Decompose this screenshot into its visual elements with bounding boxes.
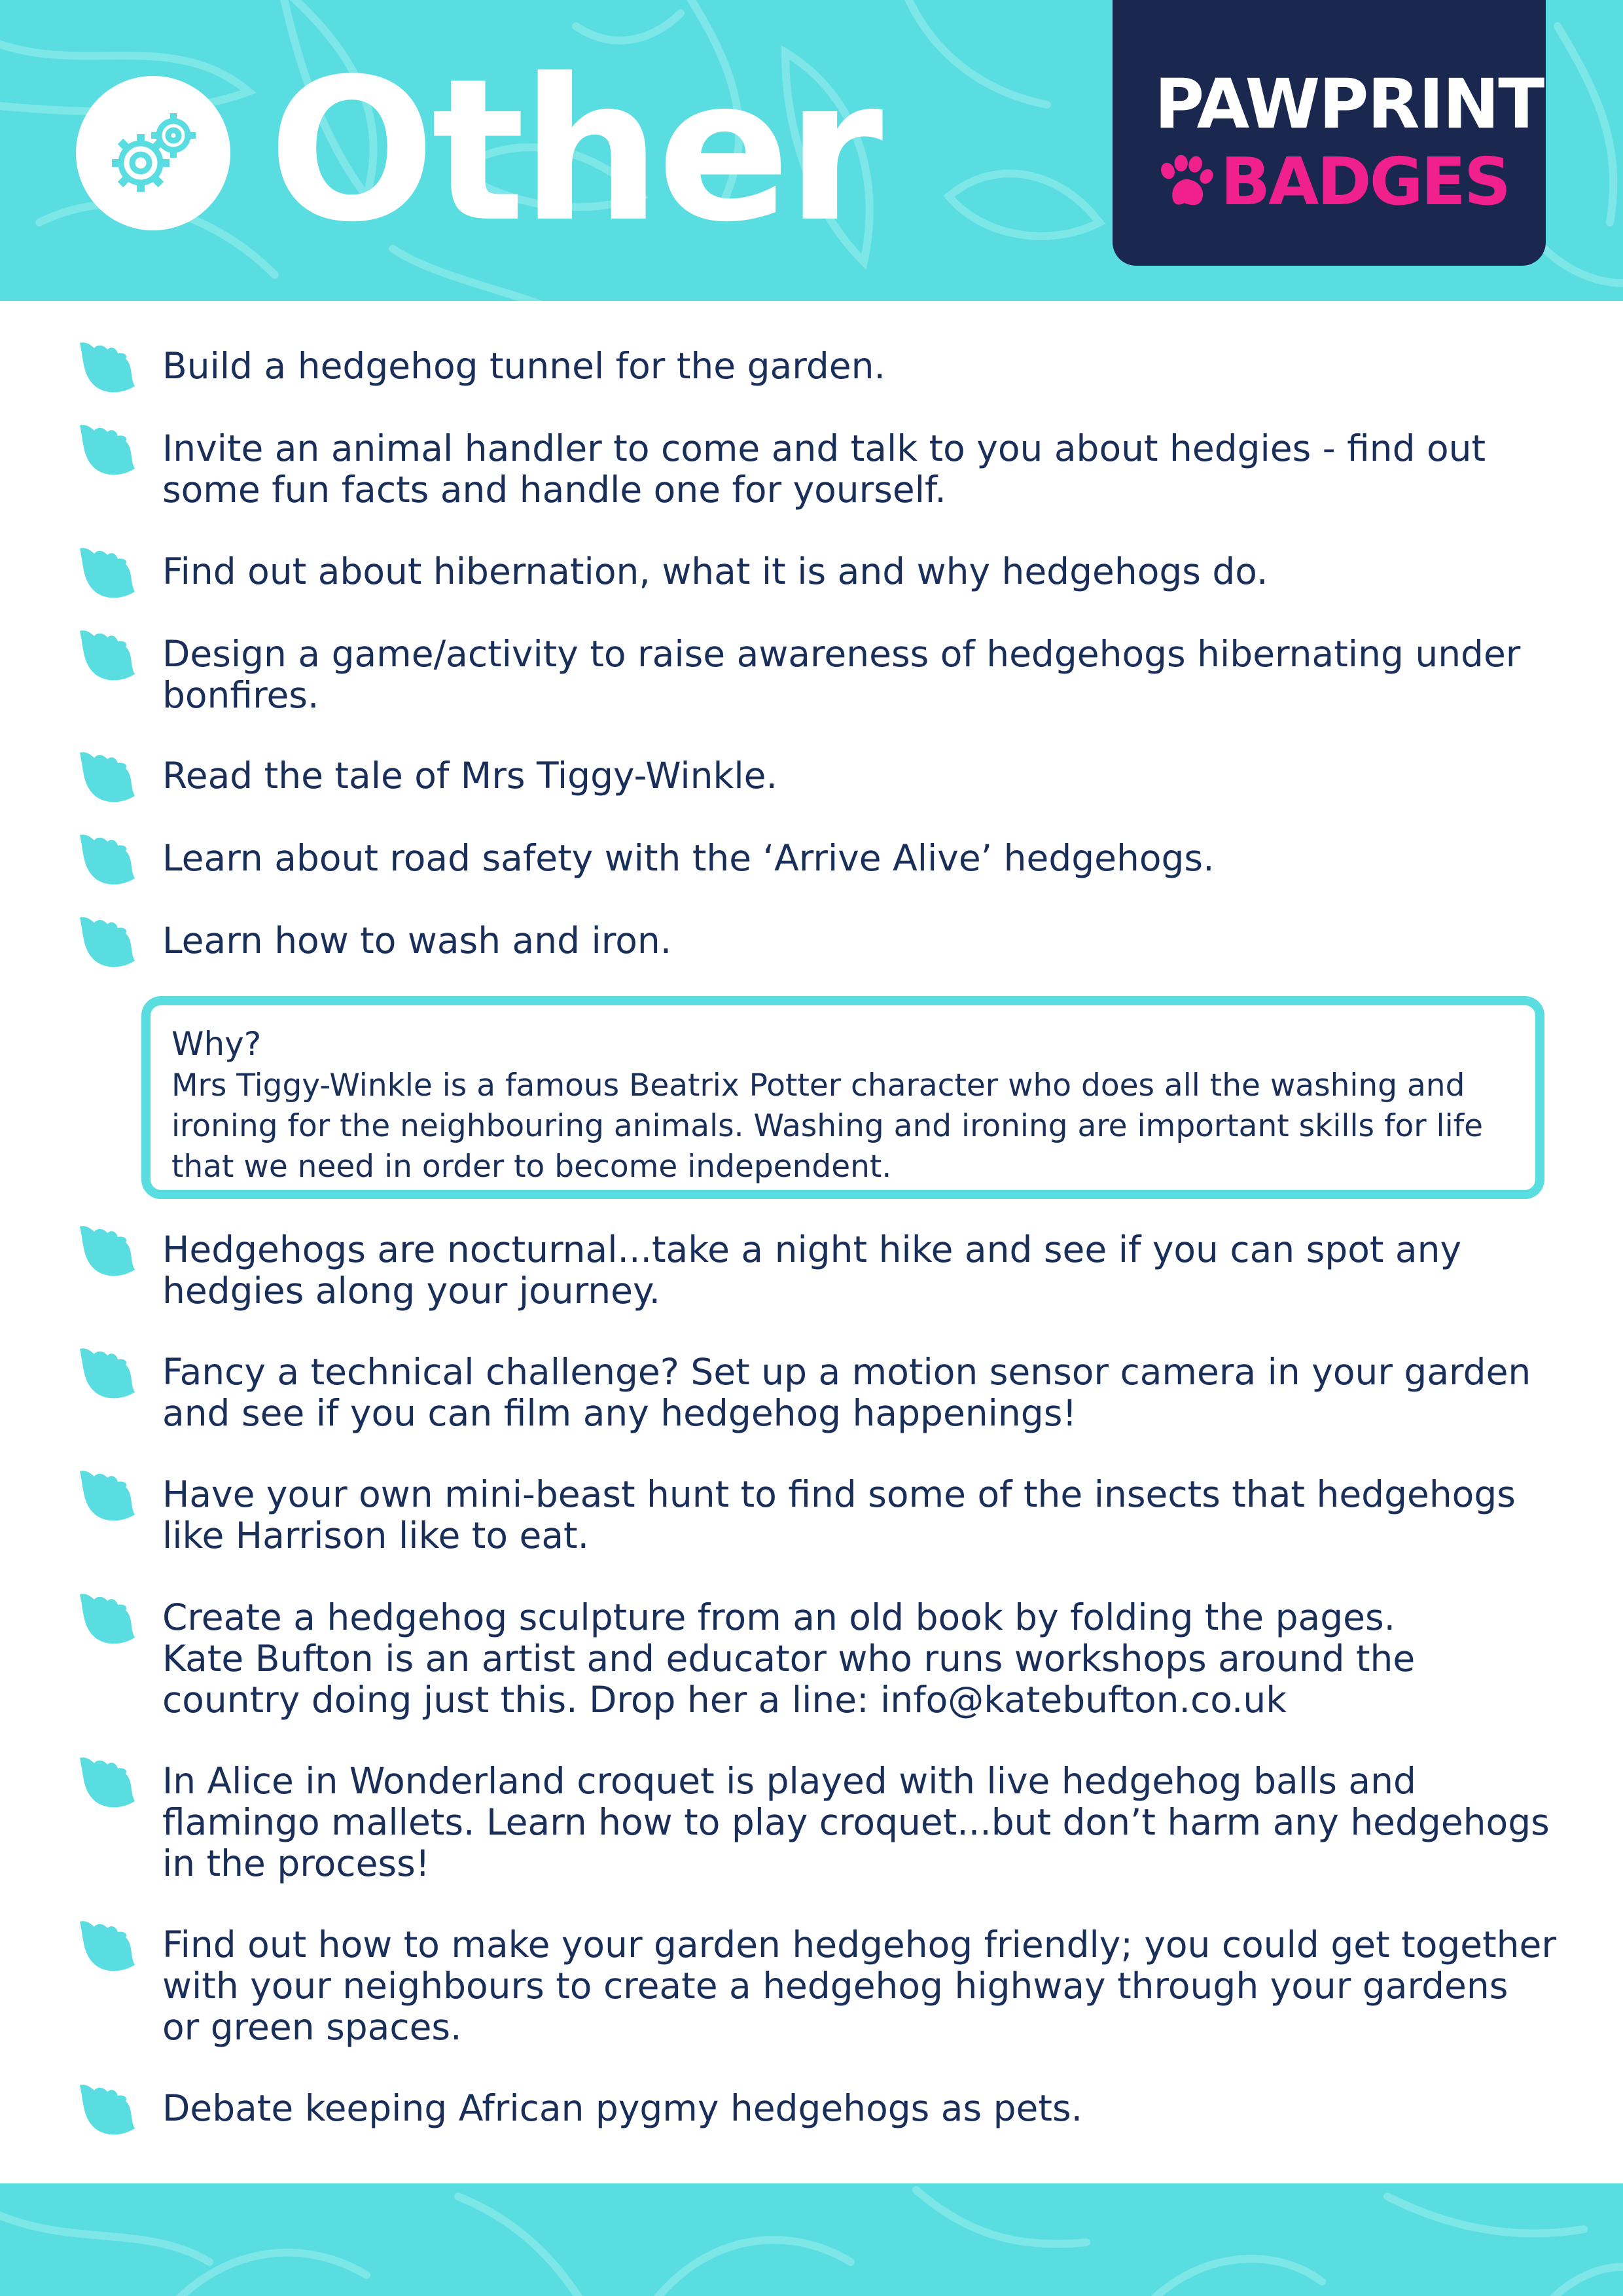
- list-item-text: Have your own mini-beast hunt to find some of the insects that hedgehogs like Harrison like to eat.: [162, 1473, 1516, 1556]
- leaf-icon: [77, 628, 137, 685]
- list-item-text: Fancy a technical challenge? Set up a motion sensor camera in your garden and see if you can film any hedgehog happenings!: [162, 1351, 1531, 1434]
- leaf-icon: [77, 1224, 137, 1280]
- page-title: Other: [268, 37, 880, 265]
- leaf-icon: [77, 340, 137, 397]
- leaf-pattern-background: [0, 2183, 1623, 2296]
- leaf-icon: [77, 2083, 137, 2139]
- list-item-text: In Alice in Wonderland croquet is played with live hedgehog balls and flamingo mallets. Learn how to play croquet...but don’t harm any hedgehogs in the process!: [162, 1760, 1550, 1884]
- leaf-icon: [77, 750, 137, 806]
- list-item-text: Find out about hibernation, what it is and why hedgehogs do.: [162, 550, 1268, 592]
- leaf-icon: [77, 1919, 137, 1975]
- why-callout-box: [141, 996, 1544, 1199]
- footer-banner: [0, 2183, 1623, 2296]
- logo-line-pawprint: PAWPRINT: [1154, 64, 1544, 144]
- list-item-text: Debate keeping African pygmy hedgehogs as pets.: [162, 2087, 1083, 2129]
- list-item-text: Create a hedgehog sculpture from an old book by folding the pages. Kate Bufton is an artist and educator who runs workshops around the country doing just this. Drop her a line: info@katebufton.co.uk: [162, 1596, 1416, 1721]
- leaf-icon: [77, 1592, 137, 1648]
- gears-icon: [98, 98, 209, 209]
- list-item-text: Hedgehogs are nocturnal...take a night hike and see if you can spot any hedgies along your journey.: [162, 1229, 1462, 1312]
- list-item-text: Invite an animal handler to come and talk to you about hedgies - find out some fun facts and handle one for yourself.: [162, 427, 1486, 511]
- list-item-text: Learn how to wash and iron.: [162, 920, 672, 961]
- leaf-icon: [77, 915, 137, 971]
- list-item-text: Read the tale of Mrs Tiggy-Winkle.: [162, 755, 777, 797]
- paw-icon: [1156, 149, 1215, 215]
- list-item-text: Find out how to make your garden hedgehog friendly; you could get together with your neighbours to create a hedgehog highway through your gardens or green spaces.: [162, 1924, 1556, 2048]
- leaf-icon: [77, 423, 137, 479]
- leaf-icon: [77, 1469, 137, 1525]
- logo-bottom-row: [1156, 143, 1509, 221]
- why-body: Mrs Tiggy-Winkle is a famous Beatrix Potter character who does all the washing and ironing for the neighbouring animals. Washing and ironing are important skills for life that we need in order to become independent.: [171, 1067, 1484, 1185]
- leaf-icon: [77, 546, 137, 602]
- list-item-text: Design a game/activity to raise awareness of hedgehogs hibernating under bonfires.: [162, 633, 1521, 716]
- list-item-text: Learn about road safety with the ‘Arrive Alive’ hedgehogs.: [162, 837, 1215, 879]
- gears-icon-circle: [76, 76, 230, 230]
- pawprint-badges-logo: [1113, 0, 1546, 266]
- why-title: Why?: [171, 1025, 262, 1063]
- leaf-icon: [77, 1755, 137, 1812]
- list-item-text: Build a hedgehog tunnel for the garden.: [162, 345, 885, 387]
- leaf-icon: [77, 833, 137, 889]
- logo-line-badges: BADGES: [1220, 143, 1509, 220]
- leaf-icon: [77, 1346, 137, 1403]
- header-banner: [0, 0, 1623, 301]
